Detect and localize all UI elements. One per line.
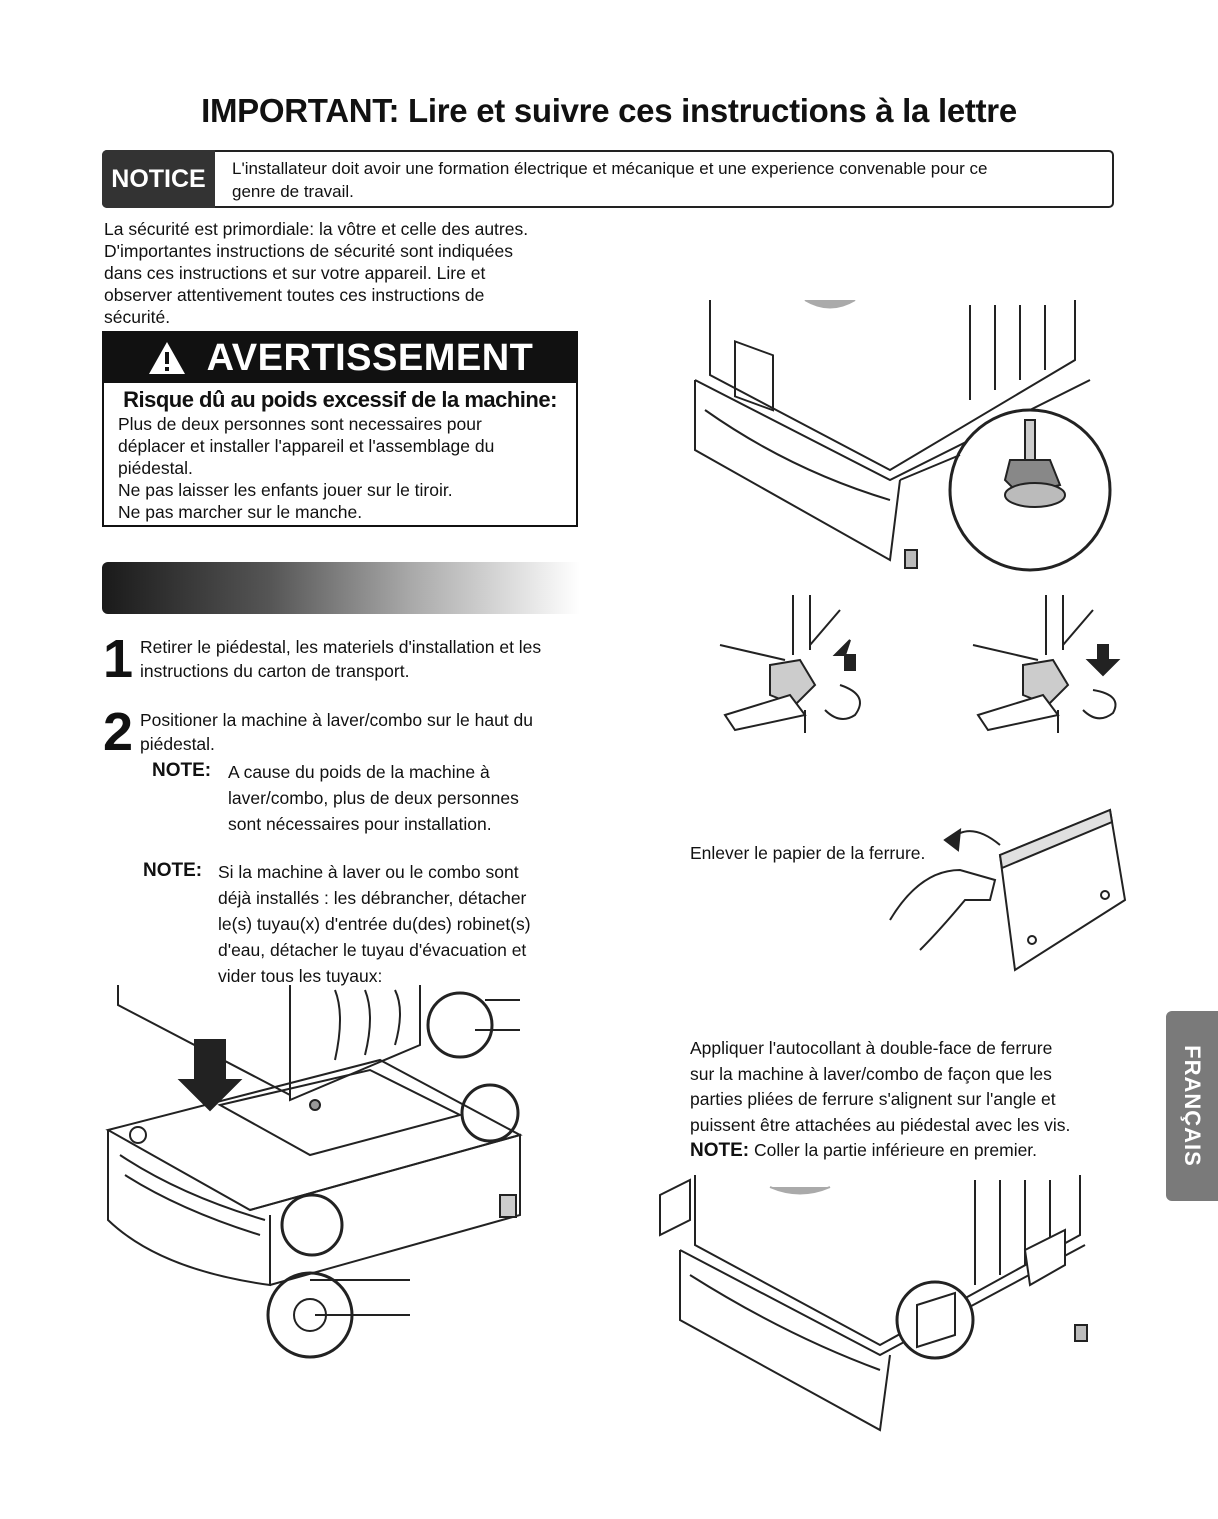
warning-subheading: Risque dû au poids excessif de la machine: — [123, 387, 557, 412]
note-label: NOTE: — [152, 760, 212, 781]
safety-line: observer attentivement toutes ces instructions de — [104, 285, 485, 305]
step-line: Positioner la machine à laver/combo sur le haut du — [140, 710, 533, 730]
note-line: laver/combo, plus de deux personnes — [228, 788, 519, 808]
apply-line: parties pliées de ferrure s'alignent sur l'angle et — [690, 1089, 1056, 1109]
notice-text — [232, 157, 1102, 203]
apply-line: Appliquer l'autocollant à double-face de ferrure — [690, 1038, 1053, 1058]
note-line: vider tous les tuyaux: — [218, 966, 383, 986]
note-label: NOTE: — [143, 860, 203, 881]
language-tab[interactable] — [1166, 1011, 1218, 1201]
warning-line: déplacer et installer l'appareil et l'assemblage du — [118, 436, 495, 456]
step-number: 1 — [103, 629, 134, 689]
up-arrow-icon — [835, 640, 855, 670]
safety-intro — [104, 218, 584, 328]
rotate-arrow-icon — [825, 685, 860, 719]
step-line: piédestal. — [140, 734, 215, 754]
leveling-foot-illustration — [690, 300, 1130, 580]
warning-line: Ne pas laisser les enfants jouer sur le tiroir. — [118, 480, 453, 500]
machine-on-pedestal-illustration — [100, 985, 530, 1365]
bracket-attached-illustration — [655, 1175, 1095, 1435]
note-line: A cause du poids de la machine à — [228, 762, 490, 782]
step-text — [140, 635, 590, 683]
note-line: d'eau, détacher le tuyau d'évacuation et — [218, 940, 527, 960]
remove-paper-text: Enlever le papier de la ferrure. — [690, 843, 926, 863]
note-line: le(s) tuyau(x) d'entrée du(des) robinet(s) — [218, 914, 531, 934]
wrench-raise-illustration — [715, 595, 875, 735]
wrench-lower-illustration — [968, 595, 1128, 735]
warning-heading-bar — [104, 333, 576, 383]
note-line: Si la machine à laver ou le combo sont — [218, 862, 519, 882]
bracket-paper-illustration — [880, 800, 1130, 980]
down-arrow-icon — [1088, 645, 1118, 675]
page-title: IMPORTANT: Lire et suivre ces instructions à la lettre — [201, 92, 1017, 129]
apply-text — [690, 1036, 1150, 1164]
warning-box — [102, 331, 578, 527]
section-header-bar — [102, 562, 580, 614]
warning-line: Plus de deux personnes sont necessaires pour — [118, 414, 482, 434]
warning-body — [104, 413, 576, 523]
step-text — [140, 708, 590, 756]
note-line: sont nécessaires pour installation. — [228, 814, 492, 834]
notice-tag: NOTICE — [102, 150, 215, 208]
notice-line: L'installateur doit avoir une formation électrique et mécanique et une experience convenable pour ce — [232, 159, 988, 178]
down-arrow-icon — [180, 1040, 240, 1110]
apply-note — [690, 1138, 1150, 1164]
warning-triangle-icon — [147, 340, 187, 376]
safety-line: La sécurité est primordiale: la vôtre et celle des autres. — [104, 219, 529, 239]
safety-line: sécurité. — [104, 307, 171, 327]
apply-line: sur la machine à laver/combo de façon que les — [690, 1063, 1052, 1084]
warning-line: Ne pas marcher sur le manche. — [118, 502, 363, 522]
note-text — [228, 759, 568, 837]
warning-heading: AVERTISSEMENT — [206, 336, 534, 379]
curved-arrow-icon — [945, 830, 960, 850]
step-line: Retirer le piédestal, les materiels d'installation et les — [140, 637, 542, 657]
step-number: 2 — [103, 702, 134, 762]
rotate-arrow-icon — [1083, 690, 1116, 718]
safety-line: D'importantes instructions de sécurité sont indiquées — [104, 241, 513, 261]
note-text — [218, 859, 578, 989]
apply-line: puissent être attachées au piédestal avec les vis. — [690, 1114, 1071, 1135]
notice-box — [102, 150, 1114, 208]
note-text: Coller la partie inférieure en premier. — [753, 1140, 1038, 1160]
warning-line: piédestal. — [118, 458, 193, 478]
safety-line: dans ces instructions et sur votre appareil. Lire et — [104, 263, 486, 283]
note-line: déjà installés : les débrancher, détacher — [218, 888, 527, 908]
language-tab-label: FRANÇAIS — [1180, 1045, 1205, 1167]
step-line: instructions du carton de transport. — [140, 661, 410, 681]
notice-line: genre de travail. — [232, 182, 354, 201]
note-label: NOTE: — [690, 1140, 750, 1161]
